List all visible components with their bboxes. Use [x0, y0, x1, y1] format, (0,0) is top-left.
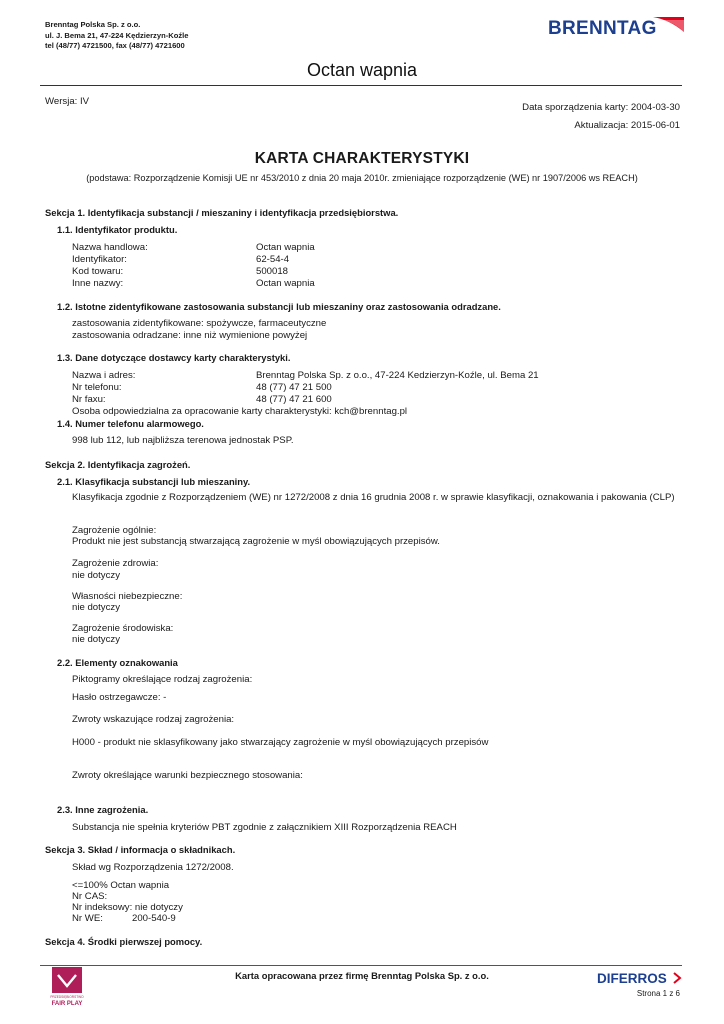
clp-classification: Klasyfikacja zgodnie z Rozporządzeniem (WE) nr 1272/2008 z dnia 16 grudnia 2008 r. w sprawie klasyfikacji, oznakowania i pakowania (CLP) [72, 492, 675, 503]
section-1-4-title: 1.4. Numer telefonu alarmowego. [57, 418, 204, 429]
row-value: Octan wapnia [256, 242, 315, 253]
we-number-value: 200-540-9 [132, 913, 176, 924]
row-value: Brenntag Polska Sp. z o.o., 47-224 Kedzierzyn-Koźle, ul. Bema 21 [256, 370, 539, 381]
version-label: Wersja: IV [45, 96, 90, 107]
footer-text: Karta opracowana przez firmę Brenntag Polska Sp. z o.o. [235, 970, 489, 981]
general-hazard-label: Zagrożenie ogólnie: [72, 525, 157, 536]
diferros-logo [596, 968, 684, 988]
row-label: Kod towaru: [72, 266, 124, 277]
row-value: 48 (77) 47 21 500 [256, 382, 332, 393]
hazard-statement: H000 - produkt nie sklasyfikowany jako stwarzający zagrożenie w myśl obowiązujących przepisów [72, 737, 489, 748]
document-title: Octan wapnia [306, 60, 418, 80]
health-hazard-label: Zagrożenie zdrowia: [72, 558, 159, 569]
section-3-title: Sekcja 3. Skład / informacja o składnikach. [45, 844, 236, 855]
pbt-statement: Substancja nie spełnia kryteriów PBT zgodnie z załącznikiem XIII Rozporządzenia REACH [72, 822, 457, 833]
emergency-phone: 998 lub 112, lub najbliższa terenowa jednostak PSP. [72, 435, 294, 446]
section-2-3-title: 2.3. Inne zagrożenia. [57, 804, 149, 815]
hazard-statements-label: Zwroty wskazujące rodzaj zagrożenia: [72, 714, 235, 725]
signal-word: Hasło ostrzegawcze: - [72, 692, 167, 703]
section-2-2-title: 2.2. Elementy oznakowania [57, 657, 178, 668]
page-number: Strona 1 z 6 [636, 989, 680, 998]
section-2-1-title: 2.1. Klasyfikacja substancji lub mieszaniny. [57, 476, 251, 487]
env-hazard-label: Zagrożenie środowiska: [72, 623, 174, 634]
row-value: 62-54-4 [256, 254, 290, 265]
row-label: Identyfikator: [72, 254, 127, 265]
footer-divider [40, 965, 682, 966]
uses-identified: zastosowania zidentyfikowane: spożywcze, farmaceutyczne [72, 318, 327, 329]
dangerous-properties-value: nie dotyczy [72, 602, 120, 613]
responsible-person: Osoba odpowiedzialna za opracowanie karty charakterystyki: kch@brenntag.pl [72, 406, 408, 417]
section-1-3-title: 1.3. Dane dotyczące dostawcy karty charakterystyki. [57, 352, 291, 363]
health-hazard-value: nie dotyczy [72, 570, 120, 581]
company-address [45, 20, 189, 52]
diferros-text: DIFERROS [597, 971, 667, 986]
fair-play-text: FAIR PLAY [51, 1001, 83, 1007]
date-created: Data sporządzenia karty: 2004-03-30 [522, 102, 680, 113]
row-value: 500018 [256, 266, 289, 277]
general-hazard-value: Produkt nie jest substancją stwarzającą zagrożenie w myśl obowiązujących przepisów. [72, 536, 440, 547]
row-label: Nazwa handlowa: [72, 242, 148, 253]
main-title: KARTA CHARAKTERYSTYKI [254, 150, 470, 167]
section-1-1-title: 1.1. Identyfikator produktu. [57, 224, 178, 235]
composition-line: <=100% Octan wapnia [72, 880, 170, 891]
title-divider [40, 85, 682, 86]
section-1-2-title: 1.2. Istotne zidentyfikowane zastosowania substancji lub mieszaniny oraz zastosowania odradzane. [57, 301, 501, 312]
cas-number: Nr CAS: [72, 891, 108, 902]
company-name: Brenntag Polska Sp. z o.o. [45, 20, 141, 29]
row-value: Octan wapnia [256, 278, 315, 289]
section-1-title: Sekcja 1. Identyfikacja substancji / mieszaniny i identyfikacja przedsiębiorstwa. [45, 207, 399, 218]
precautionary-statements-label: Zwroty określające warunki bezpiecznego stosowania: [72, 770, 303, 781]
dangerous-properties-label: Własności niebezpieczne: [72, 591, 183, 602]
pictograms-label: Piktogramy określające rodzaj zagrożenia: [72, 674, 253, 685]
date-updated: Aktualizacja: 2015-06-01 [574, 119, 680, 131]
section-2-title: Sekcja 2. Identyfikacja zagrożeń. [45, 459, 191, 470]
brenntag-logo [545, 14, 685, 40]
we-number-label: Nr WE: [72, 913, 103, 924]
row-label: Nazwa i adres: [72, 370, 136, 381]
company-phone: tel (48/77) 4721500, fax (48/77) 4721600 [45, 41, 185, 50]
row-label: Inne nazwy: [72, 278, 124, 289]
section-4-title: Sekcja 4. Środki pierwszej pomocy. [45, 936, 203, 947]
diferros-arrow-icon [674, 973, 680, 983]
row-label: Nr telefonu: [72, 382, 122, 393]
env-hazard-value: nie dotyczy [72, 634, 120, 645]
document-dates [522, 99, 680, 134]
brenntag-logo-text: BRENNTAG [548, 18, 657, 39]
uses-advised-against: zastosowania odradzane: inne niż wymienione powyżej [72, 330, 308, 341]
composition-basis: Skład wg Rozporządzenia 1272/2008. [72, 862, 234, 873]
row-label: Nr faxu: [72, 394, 106, 405]
index-number: Nr indeksowy: nie dotyczy [72, 902, 183, 913]
legal-basis: (podstawa: Rozporządzenie Komisji UE nr 453/2010 z dnia 20 maja 2010r. zmieniające rozporządzenie (WE) nr 1907/2006 ws REACH) [86, 173, 638, 183]
row-value: 48 (77) 47 21 600 [256, 394, 332, 405]
fair-play-small-text: PRZEDSIĘBIORSTWO [50, 995, 84, 999]
company-street: ul. J. Bema 21, 47-224 Kędzierzyn-Koźle [45, 30, 189, 40]
